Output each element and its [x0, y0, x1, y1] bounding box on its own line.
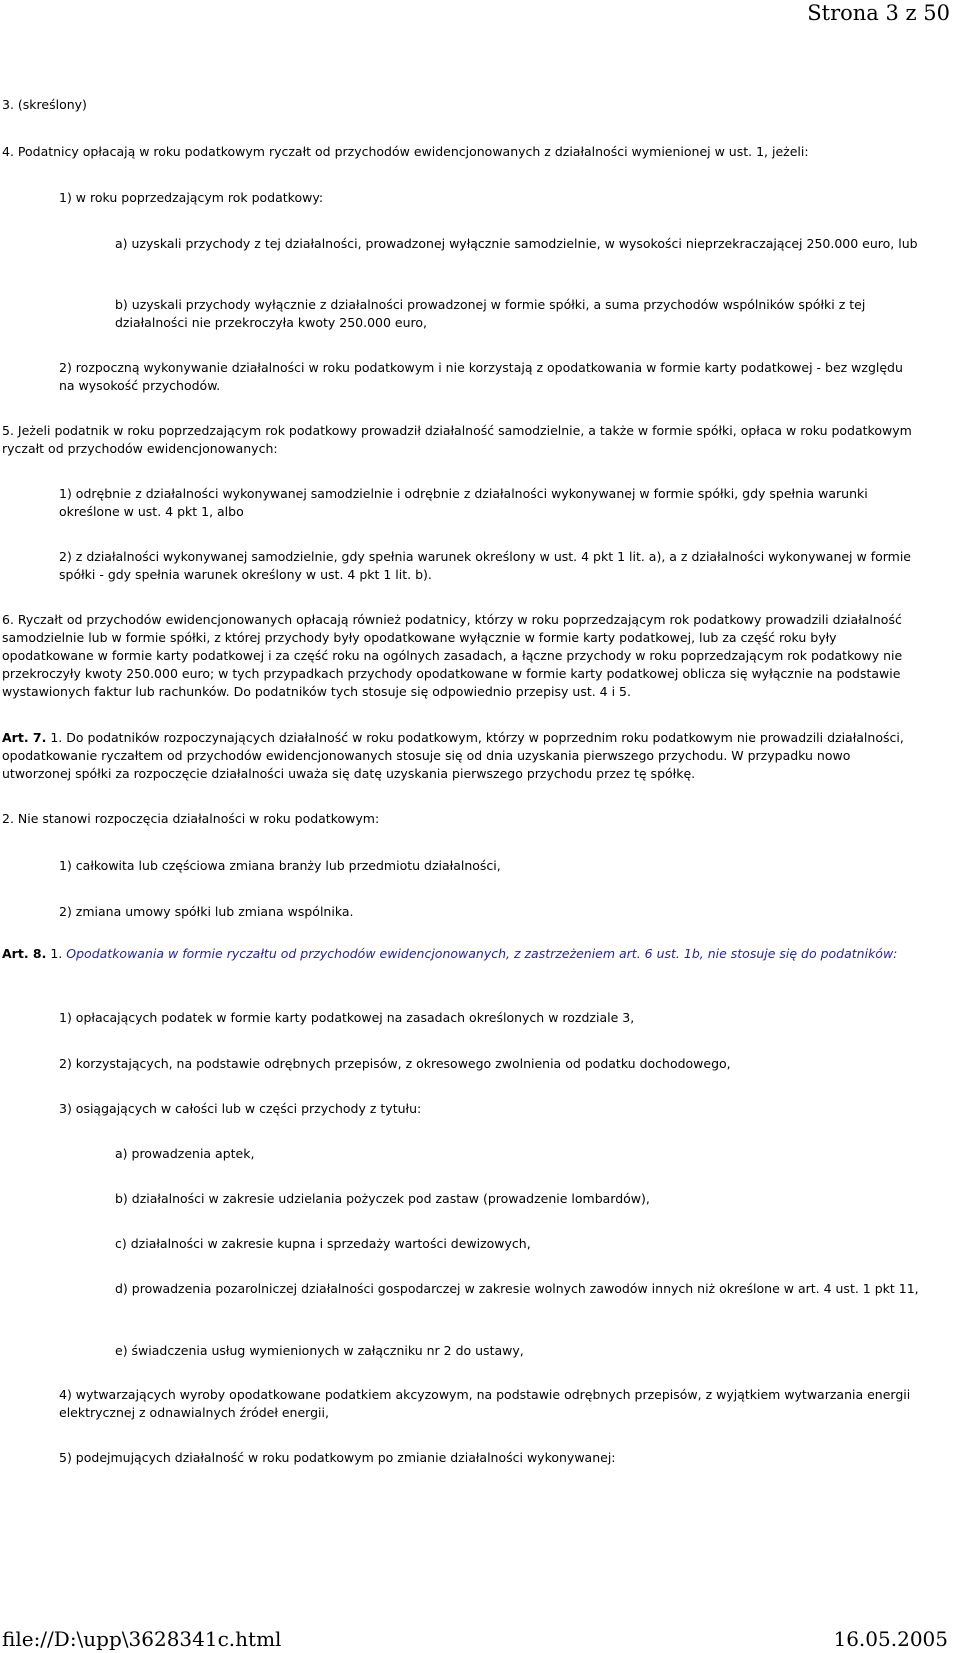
paragraph: 2) z działalności wykonywanej samodzielnie, gdy spełnia warunek określony w ust. 4 pkt 1 lit. a), a z działalności wykonywanej w formie spółki - gdy spełnia warunek określony w ust. 4 pkt 1 lit. b).	[59, 549, 912, 582]
paragraph: 5. Jeżeli podatnik w roku poprzedzającym rok podatkowy prowadził działalność samodzielnie, a także w formie spółki, opłaca w roku podatkowym ryczałt od przychodów ewidencjonowanych:	[2, 423, 912, 456]
paragraph: 6. Ryczałt od przychodów ewidencjonowanych opłacają również podatnicy, którzy w roku poprzedzającym rok podatkowy prowadzili działalność samodzielnie lub w formie spółki, z której przychody były opodatkowane wyłącznie w formie karty podatkowej, lub za część roku były opodatkowane w formie karty podatkowej i za część roku na ogólnych zasadach, a łączne przychody w roku poprzedzającym rok podatkowy nie przekroczyły kwoty 250.000 euro; w tych przypadkach przychody opodatkowane w formie karty podatkowej oblicza się wyłącznie na podstawie wystawionych faktur lub rachunków. Do podatników tych stosuje się odpowiednio przepisy ust. 4 i 5.	[2, 612, 903, 699]
paragraph: 1) odrębnie z działalności wykonywanej samodzielnie i odrębnie z działalności wykonywanej w formie spółki, gdy spełnia warunki określone w ust. 4 pkt 1, albo	[59, 486, 868, 519]
page-number: Strona 3 z 50	[807, 1, 950, 25]
article-8-paragraph	[2, 945, 920, 963]
article-7-label: Art. 7.	[2, 730, 47, 745]
paragraph: b) działalności w zakresie udzielania pożyczek pod zastaw (prowadzenie lombardów),	[115, 1191, 650, 1206]
paragraph: 1) opłacających podatek w formie karty podatkowej na zasadach określonych w rozdziale 3,	[59, 1010, 635, 1025]
paragraph: 4) wytwarzających wyroby opodatkowane podatkiem akcyzowym, na podstawie odrębnych przepisów, z wyjątkiem wytwarzania energii elektrycznej z odnawialnych źródeł energii,	[59, 1387, 911, 1420]
article-7-paragraph	[2, 729, 920, 783]
footer-file-path: file://D:\upp\3628341c.html	[2, 1627, 282, 1651]
paragraph: a) prowadzenia aptek,	[115, 1146, 255, 1161]
paragraph: 2) korzystających, na podstawie odrębnych przepisów, z okresowego zwolnienia od podatku dochodowego,	[59, 1056, 731, 1071]
paragraph: 3) osiągających w całości lub w części przychody z tytułu:	[59, 1101, 422, 1116]
paragraph: 1) w roku poprzedzającym rok podatkowy:	[59, 190, 324, 205]
paragraph: c) działalności w zakresie kupna i sprzedaży wartości dewizowych,	[115, 1236, 531, 1251]
paragraph: b) uzyskali przychody wyłącznie z działalności prowadzonej w formie spółki, a suma przychodów wspólników spółki z tej działalności nie przekroczyła kwoty 250.000 euro,	[115, 297, 866, 330]
paragraph: 2) rozpoczną wykonywanie działalności w roku podatkowym i nie korzystają z opodatkowania w formie karty podatkowej - bez względu na wysokość przychodów.	[59, 360, 903, 393]
paragraph: 1) całkowita lub częściowa zmiana branży lub przedmiotu działalności,	[59, 858, 501, 873]
paragraph: d) prowadzenia pozarolniczej działalności gospodarczej w zakresie wolnych zawodów innych niż określone w art. 4 ust. 1 pkt 11,	[115, 1281, 919, 1296]
paragraph: 2. Nie stanowi rozpoczęcia działalności w roku podatkowym:	[2, 811, 380, 826]
paragraph: 2) zmiana umowy spółki lub zmiana wspólnika.	[59, 904, 354, 919]
article-8-text: Opodatkowania w formie ryczałtu od przychodów ewidencjonowanych, z zastrzeżeniem art. 6 ust. 1b, nie stosuje się do podatników:	[66, 946, 898, 961]
article-8-label: Art. 8.	[2, 946, 47, 961]
footer-date: 16.05.2005	[833, 1627, 948, 1651]
page-footer	[0, 1626, 960, 1652]
article-8-number: 1.	[50, 946, 63, 961]
paragraph: 5) podejmujących działalność w roku podatkowym po zmianie działalności wykonywanej:	[59, 1450, 616, 1465]
article-7-text: 1. Do podatników rozpoczynających działalność w roku podatkowym, którzy w poprzednim roku podatkowym nie prowadzili działalności, opodatkowanie ryczałtem od przychodów ewidencjonowanych stosuje się od dnia uzyskania pierwszego przychodu. W przypadku nowo utworzonej spółki za rozpoczęcie działalności uważa się datę uzyskania pierwszego przychodu przez tę spółkę.	[2, 730, 904, 781]
paragraph: e) świadczenia usług wymienionych w załączniku nr 2 do ustawy,	[115, 1343, 524, 1358]
paragraph: a) uzyskali przychody z tej działalności, prowadzonej wyłącznie samodzielnie, w wysokości nieprzekraczającej 250.000 euro, lub	[115, 236, 918, 251]
paragraph: 4. Podatnicy opłacają w roku podatkowym ryczałt od przychodów ewidencjonowanych z działalności wymienionej w ust. 1, jeżeli:	[2, 144, 809, 159]
paragraph: 3. (skreślony)	[2, 97, 87, 112]
